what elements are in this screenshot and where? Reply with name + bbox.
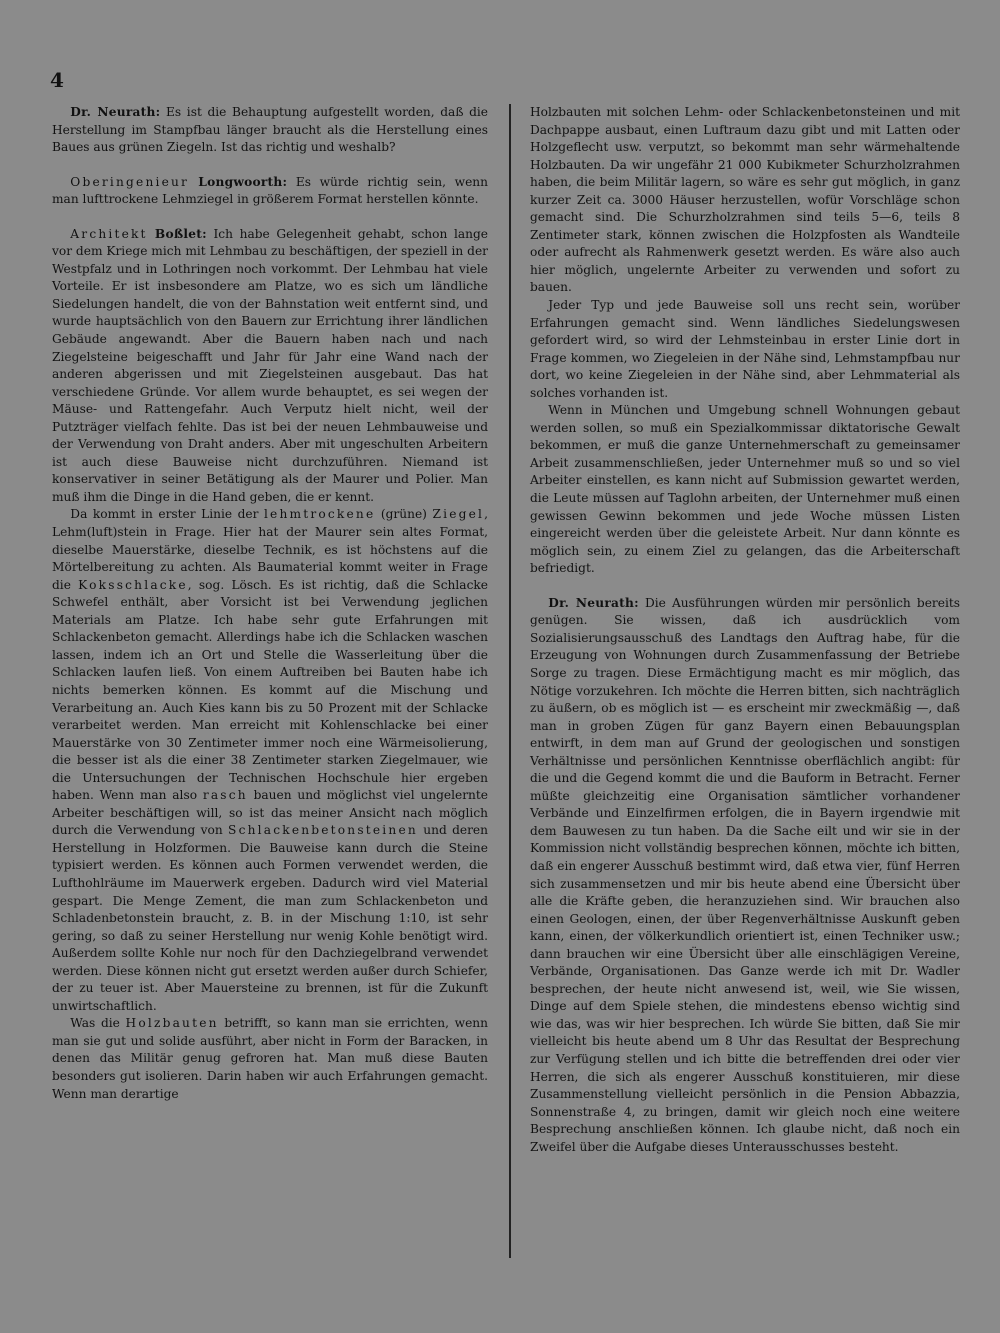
speaker-name: Longwoorth: — [189, 174, 288, 189]
speaker-name: Dr. Neurath: — [548, 595, 639, 610]
emphasized-term: Holzbauten — [125, 1016, 219, 1031]
paragraph-neurath-response — [530, 595, 960, 1157]
column-divider — [509, 104, 511, 1258]
text-run: bauen und möglichst viel ungelernte Arbeiter beschäftigen will, so ist das meiner Ansicht nach möglich durch die Verwendung von — [52, 788, 488, 838]
paragraph-continuation: Holzbauten mit solchen Lehm- oder Schlackenbetonsteinen und mit Dachpappe ausbaut, einen Luftraum dazu gibt und mit Latten oder Holzgeflecht usw. verputzt, so bekommt man sehr wärmehaltende Holzbauten. Da wir ungefähr 21 000 Kubikmeter Schurzholzrahmen haben, die beim Militär lagern, so wäre es sehr gut möglich, in ganz kurzer Zeit ca. 3000 Häuser herzustellen, wofür Vorschläge schon gemacht sind. Die Schurzholzrahmen sind teils 5—6, teils 8 Zentimeter stark, können zwischen die Holzpfosten als Wandteile oder aufrecht als Rahmenwerk gesetzt werden. Es wäre also auch hier möglich, ungelernte Arbeiter zu verwenden und sofort zu bauen. — [530, 105, 960, 295]
paragraph-text: Es ist die Behauptung aufgestellt worden, daß die Herstellung im Stampfbau länger braucht als die Herstellung eines Baues aus grünen Ziegeln. Ist das richtig und weshalb? — [52, 105, 488, 155]
text-run: und deren Herstellung in Holzformen. Die Bauweise kann durch die Steine typisiert werden. Es können auch Formen verwendet werden, die Lufthohlräume im Mauerwerk ergeben. Dadurch wird viel Material gespart. Die Menge Zement, die man zum Schlackenbeton und Schladenbetonstein braucht, z. B. in der Mischung 1:10, ist sehr gering, so daß zu seiner Herstellung nur wenig Kohle benötigt wird. Außerdem sollte Kohle nur noch für den Dachziegelbrand verwendet werden. Diese können nicht gut ersetzt werden außer durch Schiefer, der zu teuer ist. Aber Mauersteine zu brennen, ist für die Zukunft unwirtschaftlich. — [52, 823, 488, 1013]
right-column — [530, 104, 960, 1156]
emphasized-term: lehmtrockene — [263, 507, 376, 522]
paragraph-building-types: Jeder Typ und jede Bauweise soll uns recht sein, worüber Erfahrungen gemacht sind. Wenn ländliches Siedelungswesen gefordert wird, so wird der Lehmsteinbau in erster Linie dort in Frage kommen, wo Ziegeleien in der Nähe sind, Lehmstampfbau nur dort, wo keine Ziegeleien in der Nähe sind, aber Lehmmaterial als solches vorhanden ist. — [530, 298, 960, 400]
emphasized-term: rasch — [202, 788, 248, 803]
paragraph-bosslet — [52, 226, 488, 507]
text-run: (grüne) — [375, 507, 433, 522]
text-run: , sog. Lösch. Es ist richtig, daß die Schlacke Schwefel enthält, aber Vorsicht ist bei Verwendung jeglichen Materials am Platze. Ich habe sehr gute Erfahrungen mit Schlackenbeton gemacht. Allerdings habe ich die Schlacken waschen lassen, indem ich an Ort und Stelle die Wasserleitung über die Schlacken laufen ließ. Von einem Auftreiben bei Bauten habe ich nichts bemerken können. Es kommt auf die Mischung und Verarbeitung an. Auch Kies kann bis zu 50 Prozent mit der Schlacke verarbeitet werden. Man erreicht mit Kohlenschlacke bei einer Mauerstärke von 30 Zentimeter immer noch eine Wärmeisolierung, die besser ist als die einer 38 Zentimeter starken Ziegelmauer, wie die Untersuchungen der Technischen Hochschule hier ergeben haben. Wenn man also — [52, 577, 488, 803]
text-run: , Lehm(luft)stein in Frage. Hier hat der Maurer sein altes Format, dieselbe Mauerstärke, dieselbe Technik, es ist höchstens auf die Mörtelbereitung zu achten. Als Baumaterial kommt weiter in Frage die — [52, 507, 488, 592]
speaker-name: Boßlet: — [147, 226, 207, 241]
speaker-name: Dr. Neurath: — [70, 105, 161, 119]
speaker-role: Oberingenieur — [70, 174, 190, 189]
paragraph-longwoorth — [52, 174, 488, 209]
page-number: 4 — [50, 68, 64, 92]
paragraph-building-materials — [52, 506, 488, 1015]
paragraph-text: Es würde richtig sein, wenn man lufttrockene Lehmziegel in größerem Format herstellen könnte. — [52, 174, 488, 207]
left-column — [52, 104, 488, 1103]
emphasized-term: Koksschlacke — [78, 577, 188, 592]
paragraph-wooden-buildings — [52, 1015, 488, 1103]
text-run: betrifft, so kann man sie errichten, wenn man sie gut und solide ausführt, aber nicht in Form der Baracken, in denen das Militär genug gefroren hat. Man muß diese Bauten besonders gut isolieren. Darin haben wir auch Erfahrungen gemacht. Wenn man derartige — [52, 1016, 488, 1101]
text-run: Da kommt in erster Linie der — [70, 507, 264, 522]
paragraph-text: Ich habe Gelegenheit gehabt, schon lange vor dem Kriege mich mit Lehmbau zu beschäftigen, der speziell in der Westpfalz und in Lothringen noch vorkommt. Der Lehmbau hat viele Vorteile. Er ist insbesondere am Platze, wo es sich um ländliche Siedelungen handelt, die von der Bahnstation weit entfernt sind, und wurde hauptsächlich von den Bauern zur Errichtung ihrer ländlichen Gebäude angewandt. Aber die Bauern haben nach und nach Ziegelsteine beigeschafft und Jahr für Jahr eine Wand nach der anderen abgerissen und mit Ziegelsteinen ausgebaut. Das hat verschiedene Gründe. Vor allem wurde behauptet, es sei wegen der Mäuse- und Rattengefahr. Auch Verputz hielt nicht, weil der Putzträger vielfach fehlte. Das ist bei der neuen Lehmbauweise und der Verwendung von Draht anders. Aber mit ungeschulten Arbeitern ist auch diese Bauweise nicht durchzuführen. Niemand ist konservativer in seiner Betätigung als der Maurer und Polier. Man muß ihm die Dinge in die Hand geben, die er kennt. — [52, 226, 488, 504]
paragraph-neurath-question — [52, 104, 488, 157]
speaker-role: Architekt — [70, 226, 148, 241]
text-run: Was die — [70, 1016, 126, 1031]
emphasized-term: Ziegel — [432, 507, 485, 522]
paragraph-text: Die Ausführungen würden mir persönlich bereits genügen. Sie wissen, daß ich ausdrücklich vom Sozialisierungsausschuß des Landtags den Auftrag habe, für die Erzeugung von Wohnungen durch Zusammenfassung der Betriebe Sorge zu tragen. Diese Ermächtigung macht es mir möglich, das Nötige vorzukehren. Ich möchte die Herren bitten, sich nachträglich zu äußern, ob es möglich ist — es erscheint mir zweckmäßig —, daß man in groben Zügen für ganz Bayern einen Bebauungsplan entwirft, in dem man auf Grund der geologischen und sonstigen Verhältnisse und persönlichen Kenntnisse oberflächlich angibt: für die und die Gegend kommt die und die Bauform in Betracht. Ferner müßte gleichzeitig eine Organisation sämtlicher vorhandener Verbände und Einzelfirmen erfolgen, die in Bayern irgendwie mit dem Bauwesen zu tun haben. Da die Sache eilt und wir sie in der Kommission nicht vollständig besprechen können, möchte ich bitten, daß ein engerer Ausschuß bestimmt wird, daß etwa vier, fünf Herren sich zusammensetzen und mir bis heute abend eine Übersicht über alle die Kräfte geben, die heranzuziehen sind. Wir brauchen also einen Geologen, einen, der über Regenverhältnisse Auskunft geben kann, einen, der völkerkundlich orientiert ist, einen Techniker usw.; dann brauchen wir eine Übersicht über alle einschlägigen Vereine, Verbände, Organisationen. Das Ganze werde ich mit Dr. Wadler besprechen, der heute nicht anwesend ist, weil, wie Sie wissen, Dinge auf dem Spiele stehen, die mindestens ebenso wichtig sind wie das, was wir hier besprechen. Ich würde Sie bitten, daß Sie mir vielleicht bis heute abend um 8 Uhr das Resultat der Besprechung zur Verfügung stellen und ich bitte die betreffenden drei oder vier Herren, die sich als engerer Ausschuß konstituieren, mir diese Zusammenstellung vielleicht persönlich in die Pension Abbazzia, Sonnenstraße 4, zu bringen, damit wir gleich noch eine weitere Besprechung anschließen können. Ich glaube nicht, daß noch ein Zweifel über die Aufgabe dieses Unterausschusses besteht. — [530, 595, 960, 1154]
paragraph-munich-housing: Wenn in München und Umgebung schnell Wohnungen gebaut werden sollen, so muß ein Spezialkommissar diktatorische Gewalt bekommen, er muß die ganze Unternehmerschaft zu gemeinsamer Arbeit zusammenschließen, jeder Unternehmer muß so und so viel Arbeiter einstellen, es kann nicht auf Submission gewartet werden, die Leute müssen auf Taglohn arbeiten, der Unternehmer muß einen gewissen Gewinn bekommen und jede Woche müssen Listen eingereicht werden über die geleistete Arbeit. Nur dann könnte es möglich sein, zu einem Ziel zu gelangen, das die Arbeiterschaft befriedigt. — [530, 403, 960, 576]
emphasized-term: Schlackenbetonsteinen — [228, 823, 418, 838]
